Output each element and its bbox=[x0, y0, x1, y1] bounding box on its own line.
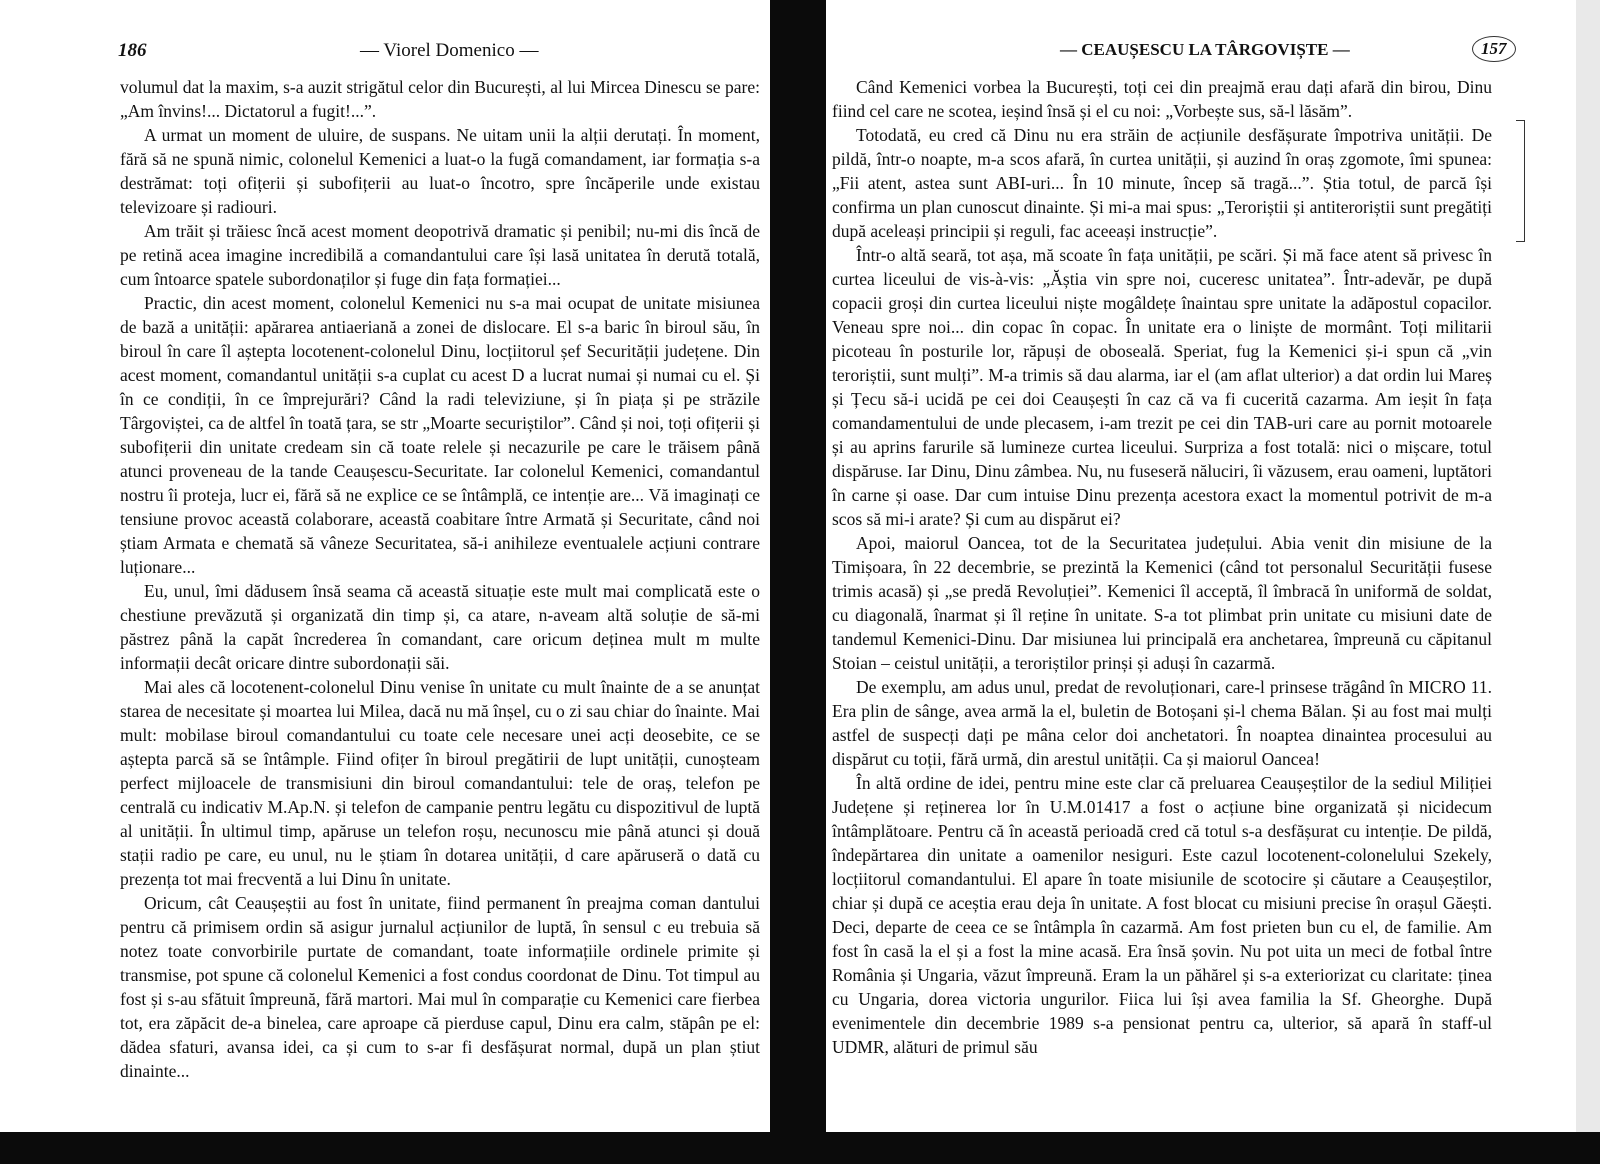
right-page bbox=[826, 0, 1576, 1132]
paragraph: volumul dat la maxim, s-a auzit strigătul celor din București, al lui Mircea Dinescu se pare: „Am învins!... Dictatorul a fugit!...”. bbox=[120, 77, 760, 121]
book-gutter-shadow bbox=[770, 0, 826, 1164]
paragraph: Mai ales că locotenent-colonelul Dinu venise în unitate cu mult înainte de a se anunțat starea de necesitate și moartea lui Milea, dacă nu mă înșel, cu o zi sau chiar do înainte. Mai mult: mobilase biroul comandantului cu toate cele necesare unei acți deosebite, ce se aștepta parcă să se întâmple. Fiind ofițer în biroul pregătirii de lupt unității, cunoșteam perfect mijloacele de transmisiuni din biroul comandantului: tele de oraș, telefon pe centrală cu indicativ M.Ap.N. și telefon de campanie pentru legătu cu dispozitivul de luptă al unității. În ultimul timp, apăruse un telefon roșu, necunoscu mie până atunci și două stații radio pe care, eu unul, nu le știam în dotarea unității, d care apăruseră o dată cu prezența tot mai frecventă a lui Dinu în unitate. bbox=[120, 677, 760, 889]
left-page-number: 186 bbox=[118, 40, 147, 61]
paragraph: Practic, din acest moment, colonelul Kemenici nu s-a mai ocupat de unitate misiunea de bază a unității: apărarea antiaeriană a zonei de dislocare. El s-a baric în biroul său, în biroul în care îl aștepta locotenent-colonelul Dinu, locțiitorul șef Securității județene. Din acest moment, comandantul unității s-a cuplat cu acest D a lucrat numai și numai cu el. Și în ce condiții, în ce împrejurări? Când la radi televiziune, și în piața și pe străzile Târgoviștei, ca de altfel în toată țara, se str „Moarte securiștilor”. Când și noi, toți ofițerii și subofițerii din unitate credeam sin că toate relele și necazurile pe care le trăisem până atunci proveneau de la tande Ceaușescu-Securitate. Iar colonelul Kemenici, comandantul nostru îi proteja, lucr ei, fără să ne explice ce se întâmplă, ce intenție are... Vă imaginați ce tensiune provoc această colaborare, această coabitare între Armată și Securitate, când noi știam Armata e chemată să vâneze Securitatea, să-i anihileze eventualele acțiuni contrare luționare... bbox=[120, 293, 760, 577]
paragraph: Eu, unul, îmi dădusem însă seama că această situație este mult mai complicată este o chestiune prevăzută și organizată din timp și, ca atare, n-aveam altă soluție de să-mi păstrez până la capăt încrederea în comandant, care oricum deținea mult m multe informații decât oricare dintre subordonații săi. bbox=[120, 581, 760, 673]
paragraph: În altă ordine de idei, pentru mine este clar că preluarea Ceaușeștilor de la sediul Miliției Județene și reținerea lor în U.M.01417 a fost o acțiune bine organizată și nicidecum întâmplătoare. Pentru că în această perioadă cred că totul s-a desfășurat cu intenție. De pildă, îndepărtarea din unitate a oamenilor nesiguri. Este cazul locotenent-colonelului Szekely, locțiitorul comandantului. El apare în toate misiunile de scotocire și căutare a Ceaușeștilor, chiar și după ce aceștia erau deja în unitate. A fost blocat cu misiuni precise în orașul Găești. Deci, departe de ceea ce se întâmpla în cazarmă. Am fost prieten bun cu el, de familie. Am fost în casă la el și a fost la mine acasă. Era însă șovin. Nu pot uita un meci de fotbal între România și Ungaria, văzut împreună. Eram la un păhărel și s-a exteriorizat cu claritate: ținea cu Ungaria, dorea victoria ungurilor. Fiica lui își avea familia la Sf. Gheorghe. După evenimentele din decembrie 1989 s-a pensionat pentru ca, ulterior, să apară în staff-ul UDMR, alături de primul său bbox=[832, 773, 1492, 1057]
paragraph: Am trăit și trăiesc încă acest moment deopotrivă dramatic și penibil; nu-mi dis încă de pe retină acea imagine incredibilă a comandantului care își lasă unitatea în derută totală, cum întoarce spatele subordonaților și fuge din fața formației... bbox=[120, 221, 760, 289]
left-page-body bbox=[120, 75, 760, 1083]
paragraph: Totodată, eu cred că Dinu nu era străin de acțiunile desfășurate împotriva unității. De pildă, într-o noapte, m-a scos afară, în curtea unității, și auzind în oraș zgomote, îmi spunea: „Fii atent, astea sunt ABI-uri... În 10 minute, încep să tragă...”. Știa totul, de parcă își confirma un plan cunoscut dinainte. Și mi-a mai spus: „Teroriștii și antiteroriștii sunt pregătiți după aceleași principii și reguli, fac aceeași instrucție”. bbox=[832, 125, 1492, 241]
paragraph: Oricum, cât Ceaușeștii au fost în unitate, fiind permanent în preajma coman dantului pentru că primisem ordin să asigur jurnalul acțiunilor de luptă, în sensul c eu trebuia să notez toate convorbirile purtate de comandant, toate informațiile ordinele primite și transmise, pot spune că colonelul Kemenici a fost condus coordonat de Dinu. Tot timpul au fost și s-au sfătuit împreună, fără martori. Mai mul în comparație cu Kemenici care fierbea tot, era zăpăcit de-a binelea, care aproape că pierduse capul, Dinu era calm, stăpân pe el: dădea sfaturi, avansa idei, ca și cum to s-ar fi desfășurat normal, după un plan știut dinainte... bbox=[120, 893, 760, 1081]
paragraph: De exemplu, am adus unul, predat de revoluționari, care-l prinsese trăgând în MICRO 11. Era plin de sânge, avea armă la el, buletin de Botoșani și-l chema Bălan. Și au fost mai mulți astfel de suspecți dați pe mâna celor doi anchetatori. În noaptea dinaintea procesului au dispărut cu toții, fără urmă, din arestul unității. Ca și maiorul Oancea! bbox=[832, 677, 1492, 769]
left-page bbox=[0, 0, 770, 1132]
margin-bracket-mark bbox=[1516, 120, 1525, 242]
paragraph: Într-o altă seară, tot așa, mă scoate în fața unității, pe scări. Și mă face atent să privesc în curtea liceului de vis-à-vis: „Ăștia vin spre noi, cuceresc unitatea”. Într-adevăr, pe după copacii groși din curtea liceului niște mogâldețe înaintau spre unitate la adăpostul copacilor. Veneau spre noi... din copac în copac. În unitate era o liniște de mormânt. Toți militarii picoteau în posturile lor, răpuși de oboseală. Speriat, fug la Kemenici și-i spun că „vin teroriștii, sunt mulți”. M-a trimis să dau alarma, iar el (am aflat ulterior) a dat ordin lui Mareș și Țecu să-i ucidă pe cei doi Ceaușești în caz că va fi cucerită cazarma. Am ieșit în fața comandamentului de unde plecasem, i-am trezit pe cei din TAB-uri care au pornit motoarele și au aprins farurile să lumineze curtea liceului. Surpriza a fost totală: nici o mișcare, totul dispăruse. Iar Dinu, Dinu zâmbea. Nu, nu fuseseră năluciri, îi văzusem, erau oameni, luptători în carne și oase. Dar cum intuise Dinu prezența acestora exact la momentul potrivit de m-a scos să mi-i arate? Și cum au dispărut ei? bbox=[832, 245, 1492, 529]
paragraph: Când Kemenici vorbea la București, toți cei din preajmă erau dați afară din birou, Dinu fiind cel care ne scotea, ieșind însă și el cu noi: „Vorbește sus, să-l lăsăm”. bbox=[832, 77, 1492, 121]
right-page-number: 157 bbox=[1472, 36, 1516, 62]
page-edge bbox=[1576, 0, 1600, 1164]
scan-bottom-shadow bbox=[0, 1132, 1600, 1164]
paragraph: Apoi, maiorul Oancea, tot de la Securitatea județului. Abia venit din misiune de la Timișoara, în 22 decembrie, se prezintă la Kemenici (când tot personalul Securității fusese trimis acasă) și „se predă Revoluției”. Kemenici îl acceptă, îl îmbracă în uniformă de soldat, cu diagonală, înarmat și îl reține în unitate. S-a tot plimbat prin unitate cu misiuni date de tandemul Kemenici-Dinu. Dar misiunea lui principală era anchetarea, împreună cu căpitanul Stoian – ceistul unității, a teroriștilor prinși și aduși în cazarmă. bbox=[832, 533, 1492, 673]
right-page-body bbox=[832, 75, 1492, 1059]
right-running-head: — CEAUȘESCU LA TÂRGOVIȘTE — bbox=[1060, 40, 1350, 59]
paragraph: A urmat un moment de uluire, de suspans. Ne uitam unii la alții derutați. În moment, fără să ne spună nimic, colonelul Kemenici a luat-o la fugă comandament, iar formația s-a destrămat: toți ofițerii și subofițerii au luat-o încotro, spre încăperile unde existau televizoare și radiouri. bbox=[120, 125, 760, 217]
left-running-head: — Viorel Domenico — bbox=[360, 40, 539, 61]
